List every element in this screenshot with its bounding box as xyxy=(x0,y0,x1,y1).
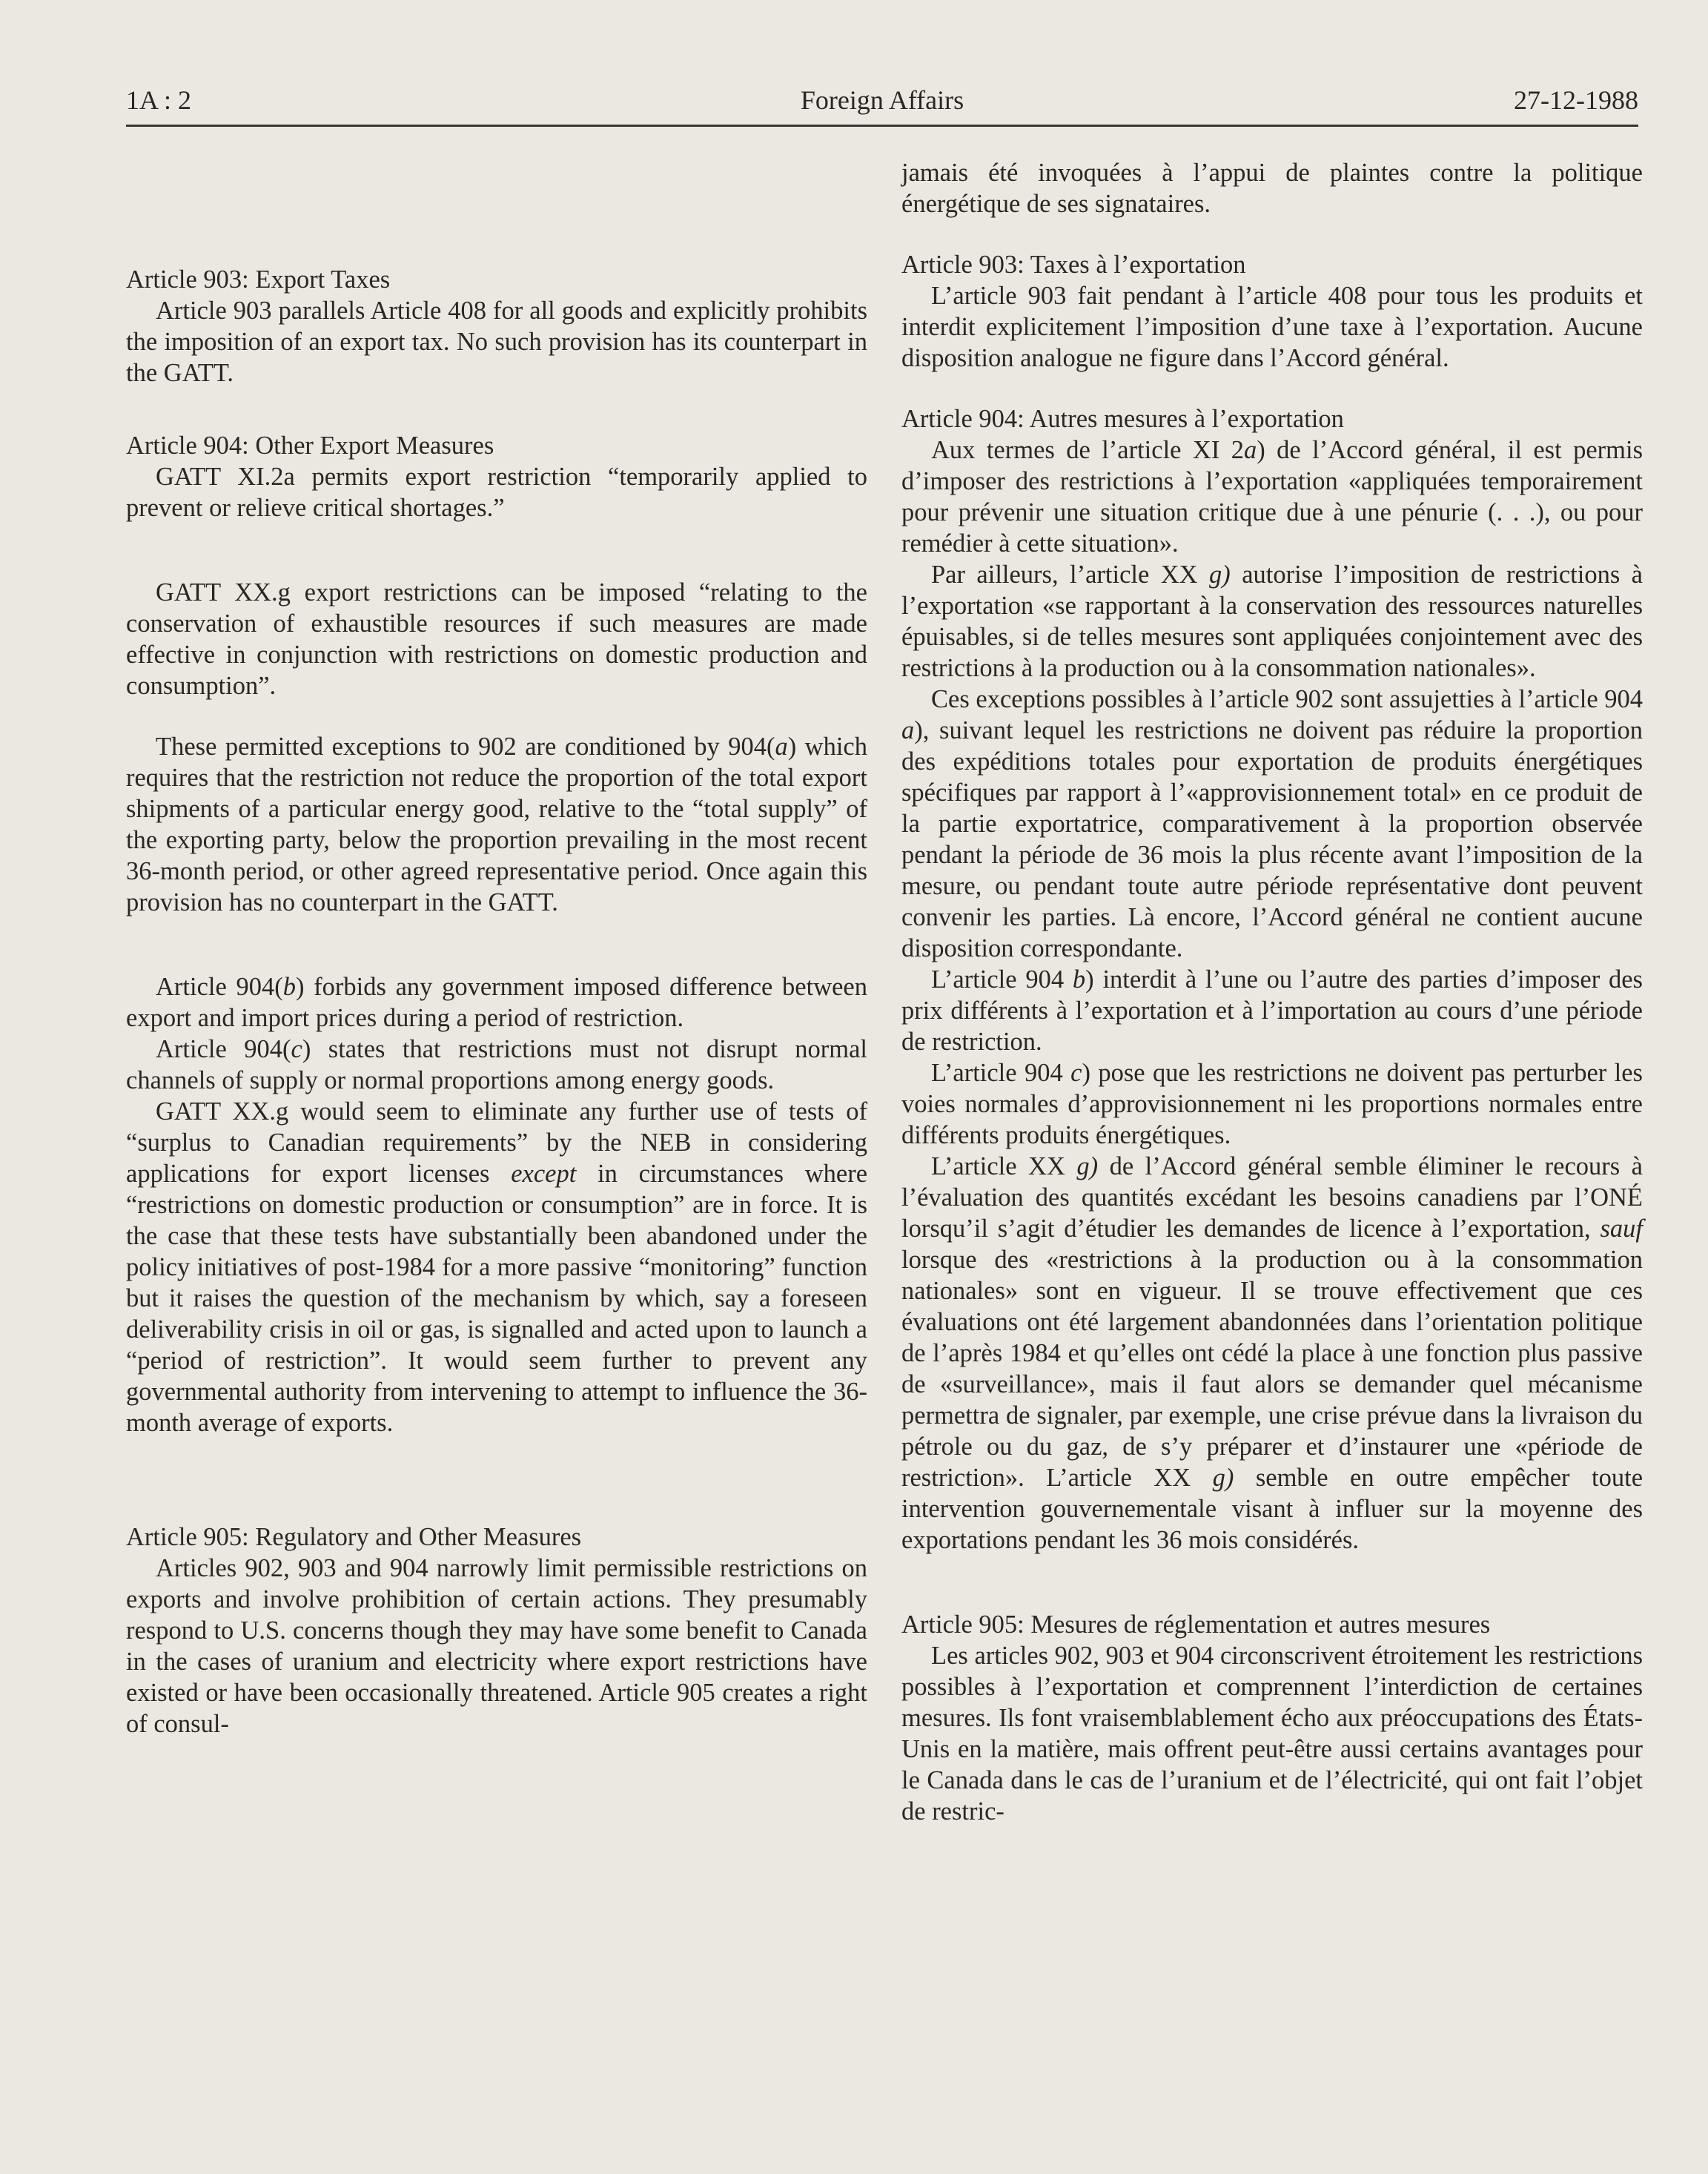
paragraph: GATT XI.2a permits export restriction “temporarily applied to prevent or relieve critical shortages.” xyxy=(126,463,867,522)
paragraph: L’article 904 b) interdit à l’une ou l’autre des parties d’imposer des prix différents à l’exportation et à l’importation au cours d’une période de restriction. xyxy=(901,965,1643,1056)
page-reference: 1A : 2 xyxy=(126,85,192,115)
english-column xyxy=(126,157,867,1739)
paragraph: GATT XX.g export restrictions can be imposed “relating to the conservation of exhaustible resources if such measures are made effective in conjunction with restrictions on domestic production and consumption”. xyxy=(126,578,867,700)
paragraph: These permitted exceptions to 902 are conditioned by 904(a) which requires that the restriction not reduce the proportion of the total export shipments of a particular energy good, relative to the “total supply” of the exporting party, below the proportion prevailing in the most recent 36-month period, or other agreed representative period. Once again this provision has no counterpart in the GATT. xyxy=(126,733,867,916)
paragraph: Article 904(b) forbids any government imposed difference between export and import prices during a period of restriction. xyxy=(126,973,867,1032)
paragraph: Article 904(c) states that restrictions must not disrupt normal channels of supply or normal proportions among energy goods. xyxy=(126,1035,868,1094)
issue-date: 27-12-1988 xyxy=(1514,85,1638,115)
paragraph: jamais été invoquées à l’appui de plaintes contre la politique énergétique de ses signataires. xyxy=(901,159,1643,218)
paragraph: Articles 902, 903 and 904 narrowly limit permissible restrictions on exports and involve prohibition of certain actions. They presumably respond to U.S. concerns though they may have some benefit to Canada in the cases of uranium and electricity where export restrictions have existed or have been occasionally threatened. Article 905 creates a right of consul- xyxy=(126,1554,867,1738)
paragraph: Article 903 parallels Article 408 for all goods and explicitly prohibits the imposition of an export tax. No such provision has its counterpart in the GATT. xyxy=(126,297,867,387)
section-heading-905-en: Article 905: Regulatory and Other Measures xyxy=(126,1523,582,1551)
paragraph: Ces exceptions possibles à l’article 902 sont assujetties à l’article 904 a), suivant lequel les restrictions ne doivent pas réduire la proportion des expéditions totales pour exportation de produits énergétiques spécifiques par rapport à l’«approvisionnement total» en ce produit de la partie exportatrice, comparativement à la proportion observée pendant la période de 36 mois la plus récente avant l’imposition de la mesure, ou pendant toute autre période représentative dont peuvent convenir les parties. Là encore, l’Accord général ne contient aucune disposition correspondante. xyxy=(901,685,1644,962)
paragraph: Les articles 902, 903 et 904 circonscrivent étroitement les restrictions possibles à l’exportation et comprennent l’interdiction de certaines mesures. Ils font vraisemblablement écho aux préoccupations des États-Unis en la matière, mais offrent peut-être aussi certains avantages pour le Canada dans le cas de l’uranium et de l’électricité, qui ont fait l’objet de restric- xyxy=(901,1642,1643,1826)
section-heading-904-en: Article 904: Other Export Measures xyxy=(126,432,494,460)
paragraph: L’article XX g) de l’Accord général semble éliminer le recours à l’évaluation des quantités excédant les besoins canadiens par l’ONÉ lorsqu’il s’agit d’étudier les demandes de licence à l’exportation, sauf lorsque des «restrictions à la production ou à la consommation nationales» sont en vigueur. Il se trouve effectivement que ces évaluations ont été largement abandonnées dans l’orientation politique de l’après 1984 et qu’elles ont cédé la place à une fonction plus passive de «surveillance», mais il faut alors se demander quel mécanisme permettra de signaler, par exemple, une crise prévue dans la livraison du pétrole ou du gaz, de s’y préparer et d’instaurer une «période de restriction». L’article XX g) semble en outre empêcher toute intervention gouvernementale visant à influer sur la moyenne des exportations pendant les 36 mois considérés. xyxy=(901,1152,1644,1554)
section-heading-905-fr: Article 905: Mesures de réglementation et autres mesures xyxy=(901,1610,1491,1639)
paragraph: L’article 903 fait pendant à l’article 408 pour tous les produits et interdit explicitement l’imposition d’une taxe à l’exportation. Aucune disposition analogue ne figure dans l’Accord général. xyxy=(901,282,1643,372)
section-heading-903-en: Article 903: Export Taxes xyxy=(126,265,391,294)
paragraph: Aux termes de l’article XI 2a) de l’Accord général, il est permis d’imposer des restrictions à l’exportation «appliquées temporairement pour prévenir une situation critique due à une pénurie (. . .), ou pour remédier à cette situation». xyxy=(901,436,1643,558)
section-heading-903-fr: Article 903: Taxes à l’exportation xyxy=(901,251,1246,279)
french-column xyxy=(901,157,1643,1827)
page-header xyxy=(126,80,1638,127)
paragraph: GATT XX.g would seem to eliminate any further use of tests of “surplus to Canadian requirements” by the NEB in considering applications for export licenses except in circumstances where “restrictions on domestic production or consumption” are in force. It is the case that these tests have substantially been abandoned under the policy initiatives of post-1984 for a more passive “monitoring” function but it raises the question of the mechanism by which, say a foreseen deliverability crisis in oil or gas, is signalled and acted upon to launch a “period of restriction”. It would seem further to prevent any governmental authority from intervening to attempt to influence the 36-month average of exports. xyxy=(126,1097,868,1437)
section-heading-904-fr: Article 904: Autres mesures à l’exportation xyxy=(901,405,1344,433)
paragraph: L’article 904 c) pose que les restrictions ne doivent pas perturber les voies normales d’approvisionnement ni les proportions normales entre différents produits énergétiques. xyxy=(901,1059,1643,1149)
running-title: Foreign Affairs xyxy=(800,85,964,115)
paragraph: Par ailleurs, l’article XX g) autorise l’imposition de restrictions à l’exportation «se rapportant à la conservation des ressources naturelles épuisables, si de telles mesures sont appliquées conjointement avec des restrictions à la production ou à la consommation nationales». xyxy=(901,561,1643,682)
